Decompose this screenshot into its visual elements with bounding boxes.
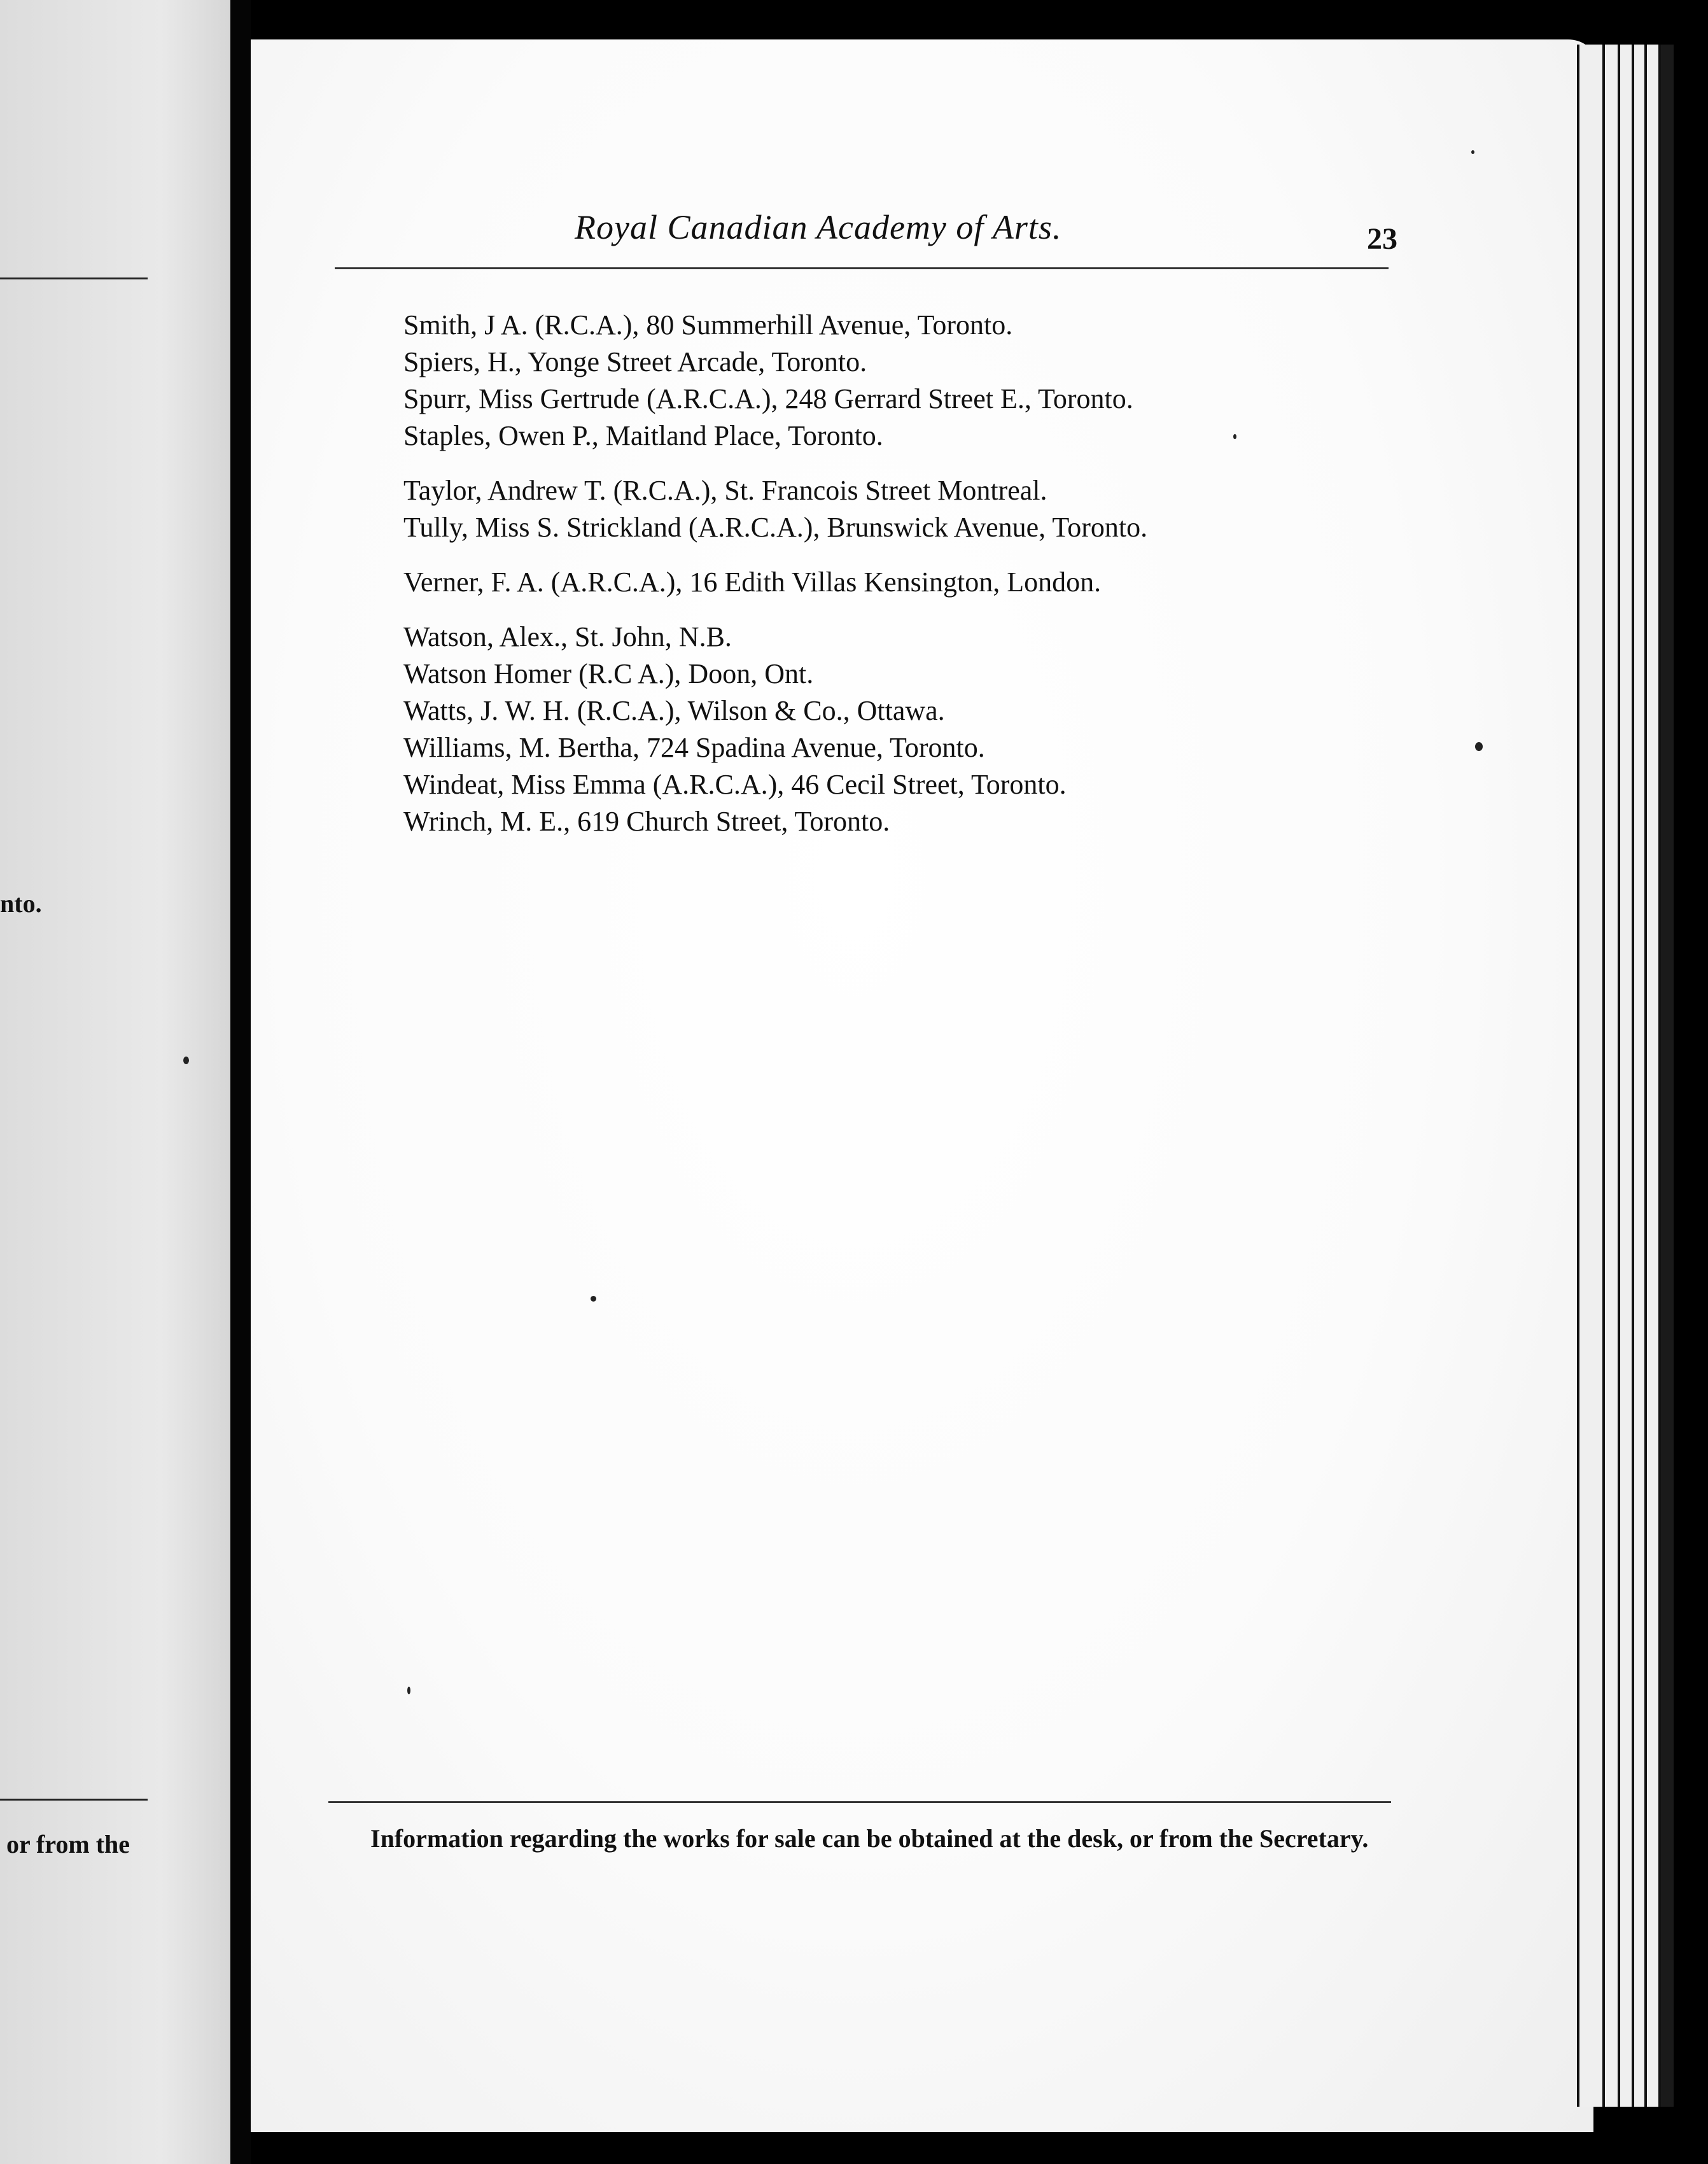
list-group-t [403,472,1523,546]
list-group-w [403,619,1523,840]
list-group-s [403,307,1523,454]
page-edge-stack [1577,45,1685,2107]
list-item: Williams, M. Bertha, 724 Spadina Avenue, Toronto. [403,732,985,763]
left-page-fragment [0,0,230,2164]
footer-rule [328,1801,1391,1803]
list-item: Windeat, Miss Emma (A.R.C.A.), 46 Cecil Street, Toronto. [403,769,1067,800]
list-group-v [403,564,1523,601]
member-list [403,307,1523,858]
scan-speck [183,1057,189,1064]
list-item: Spurr, Miss Gertrude (A.R.C.A.), 248 Gerrard Street E., Toronto. [403,383,1133,414]
list-item: Spiers, H., Yonge Street Arcade, Toronto. [403,346,867,377]
list-item: Watson, Alex., St. John, N.B. [403,621,732,652]
scan-speck [1233,434,1236,439]
left-page-footer-fragment: or from the [6,1830,130,1858]
list-item: Taylor, Andrew T. (R.C.A.), St. Francois Street Montreal. [403,475,1047,506]
header-rule [335,267,1389,269]
list-item: Smith, J A. (R.C.A.), 80 Summerhill Avenue, Toronto. [403,309,1013,341]
list-item: Staples, Owen P., Maitland Place, Toronto. [403,420,883,451]
page-number: 23 [1367,222,1397,256]
list-item: Tully, Miss S. Strickland (A.R.C.A.), Brunswick Avenue, Toronto. [403,512,1148,543]
scan-speck [407,1687,410,1694]
list-item: Verner, F. A. (A.R.C.A.), 16 Edith Villas Kensington, London. [403,566,1102,598]
list-item: Watts, J. W. H. (R.C.A.), Wilson & Co., Ottawa. [403,695,945,726]
scan-speck [591,1296,596,1302]
scan-speck [1471,150,1474,154]
footer-note: Information regarding the works for sale can be obtained at the desk, or from the Secretary. [370,1824,1369,1853]
running-header-title: Royal Canadian Academy of Arts. [575,208,1062,246]
left-page-text-fragment: nto. [0,889,42,918]
list-item: Watson Homer (R.C A.), Doon, Ont. [403,658,814,689]
left-top-rule [0,278,148,279]
page-edge [1658,45,1674,2107]
left-bottom-rule [0,1799,148,1801]
list-item: Wrinch, M. E., 619 Church Street, Toronto. [403,806,890,837]
scan-speck [1475,742,1483,751]
book-gutter [230,0,251,2164]
page-edge [1577,45,1605,2107]
